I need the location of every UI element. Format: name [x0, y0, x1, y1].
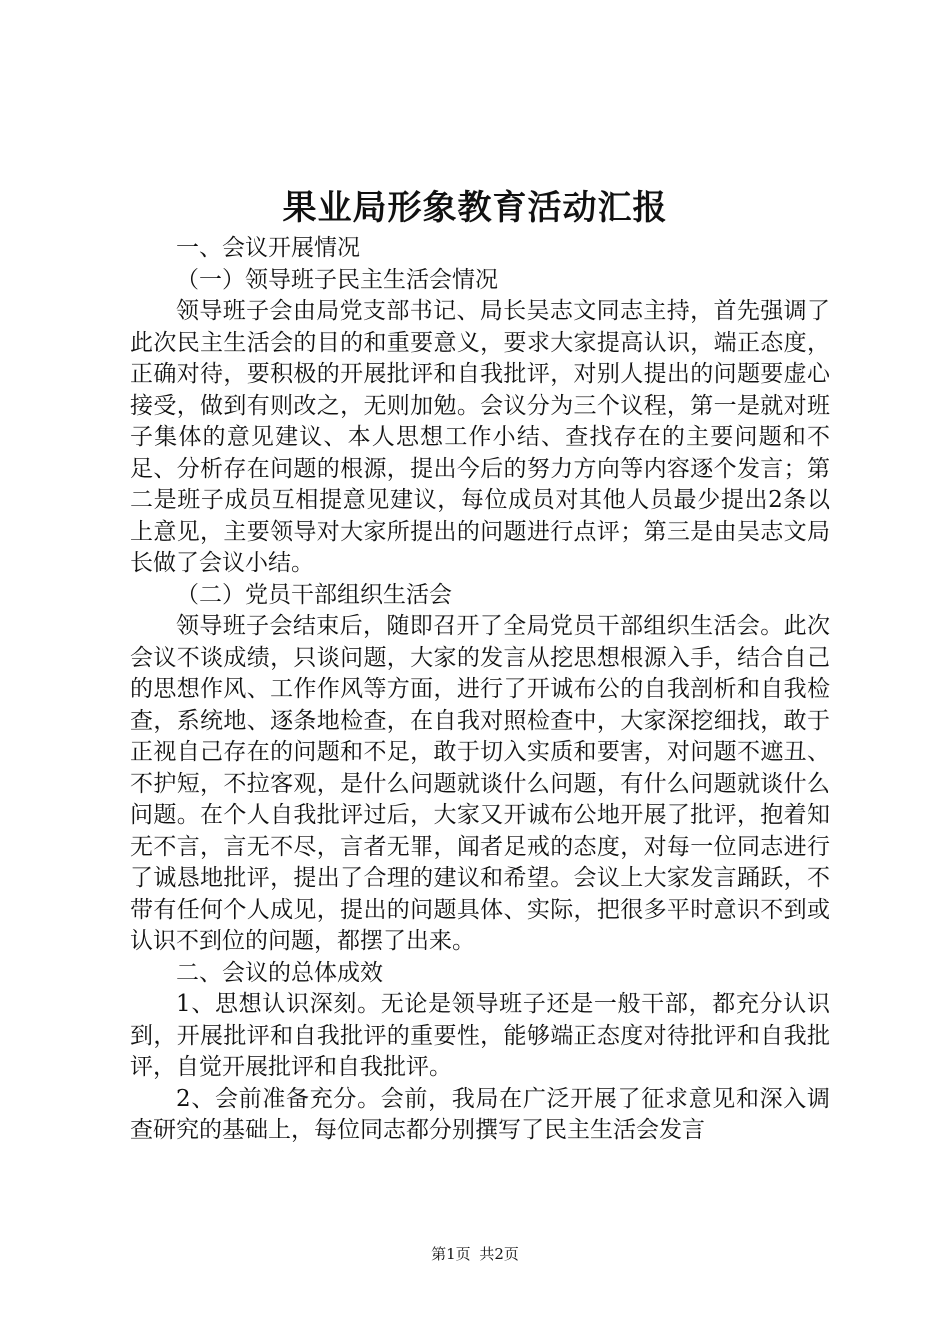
page-footer — [0, 1243, 950, 1265]
paragraph-1: 领导班子会由局党支部书记、局长吴志文同志主持，首先强调了此次民主生活会的目的和重要意义，要求大家提高认识，端正态度，正确对待，要积极的开展批评和自我批评，对别人提出的问题要虚心接受，做到有则改之，无则加勉。会议分为三个议程，第一是就对班子集体的意见建议、本人思想工作小结、查找存在的主要问题和不足、分析存在问题的根源，提出今后的努力方向等内容逐个发言；第二是班子成员互相提意见建议，每位成员对其他人员最少提出2条以上意见，主要领导对大家所提出的问题进行点评；第三是由吴志文局长做了会议小结。 — [130, 298, 830, 576]
page-total: 共2页 — [479, 1245, 519, 1263]
page-number: 第1页 — [431, 1245, 471, 1263]
document-title: 果业局形象教育活动汇报 — [282, 188, 668, 228]
paragraph-2: 领导班子会结束后，随即召开了全局党员干部组织生活会。此次会议不谈成绩，只谈问题，大家的发言从挖思想根源入手，结合自己的思想作风、工作作风等方面，进行了开诚布公的自我剖析和自我检查，系统地、逐条地检查，在自我对照检查中，大家深挖细找，敢于正视自己存在的问题和不足，敢于切入实质和要害，对问题不遮丑、不护短，不拉客观，是什么问题就谈什么问题，有什么问题就谈什么问题。在个人自我批评过后，大家又开诚布公地开展了批评，抱着知无不言，言无不尽，言者无罪，闻者足戒的态度，对每一位同志进行了诚恳地批评，提出了合理的建议和希望。会议上大家发言踊跃，不带有任何个人成见，提出的问题具体、实际，把很多平时意识不到或认识不到位的问题，都摆了出来。 — [130, 613, 830, 954]
paragraph-3: 1、思想认识深刻。无论是领导班子还是一般干部，都充分认识到，开展批评和自我批评的重要性，能够端正态度对待批评和自我批评，自觉开展批评和自我批评。 — [130, 991, 830, 1080]
subsection-heading-2: （二）党员干部组织生活会 — [176, 581, 452, 608]
document-body — [130, 233, 830, 1147]
subsection-heading-1: （一）领导班子民主生活会情况 — [176, 266, 498, 293]
section-heading-2: 二、会议的总体成效 — [176, 959, 383, 986]
paragraph-4: 2、会前准备充分。会前，我局在广泛开展了征求意见和深入调查研究的基础上，每位同志都分别撰写了民主生活会发言 — [130, 1085, 830, 1143]
section-heading-1: 一、会议开展情况 — [176, 235, 360, 261]
